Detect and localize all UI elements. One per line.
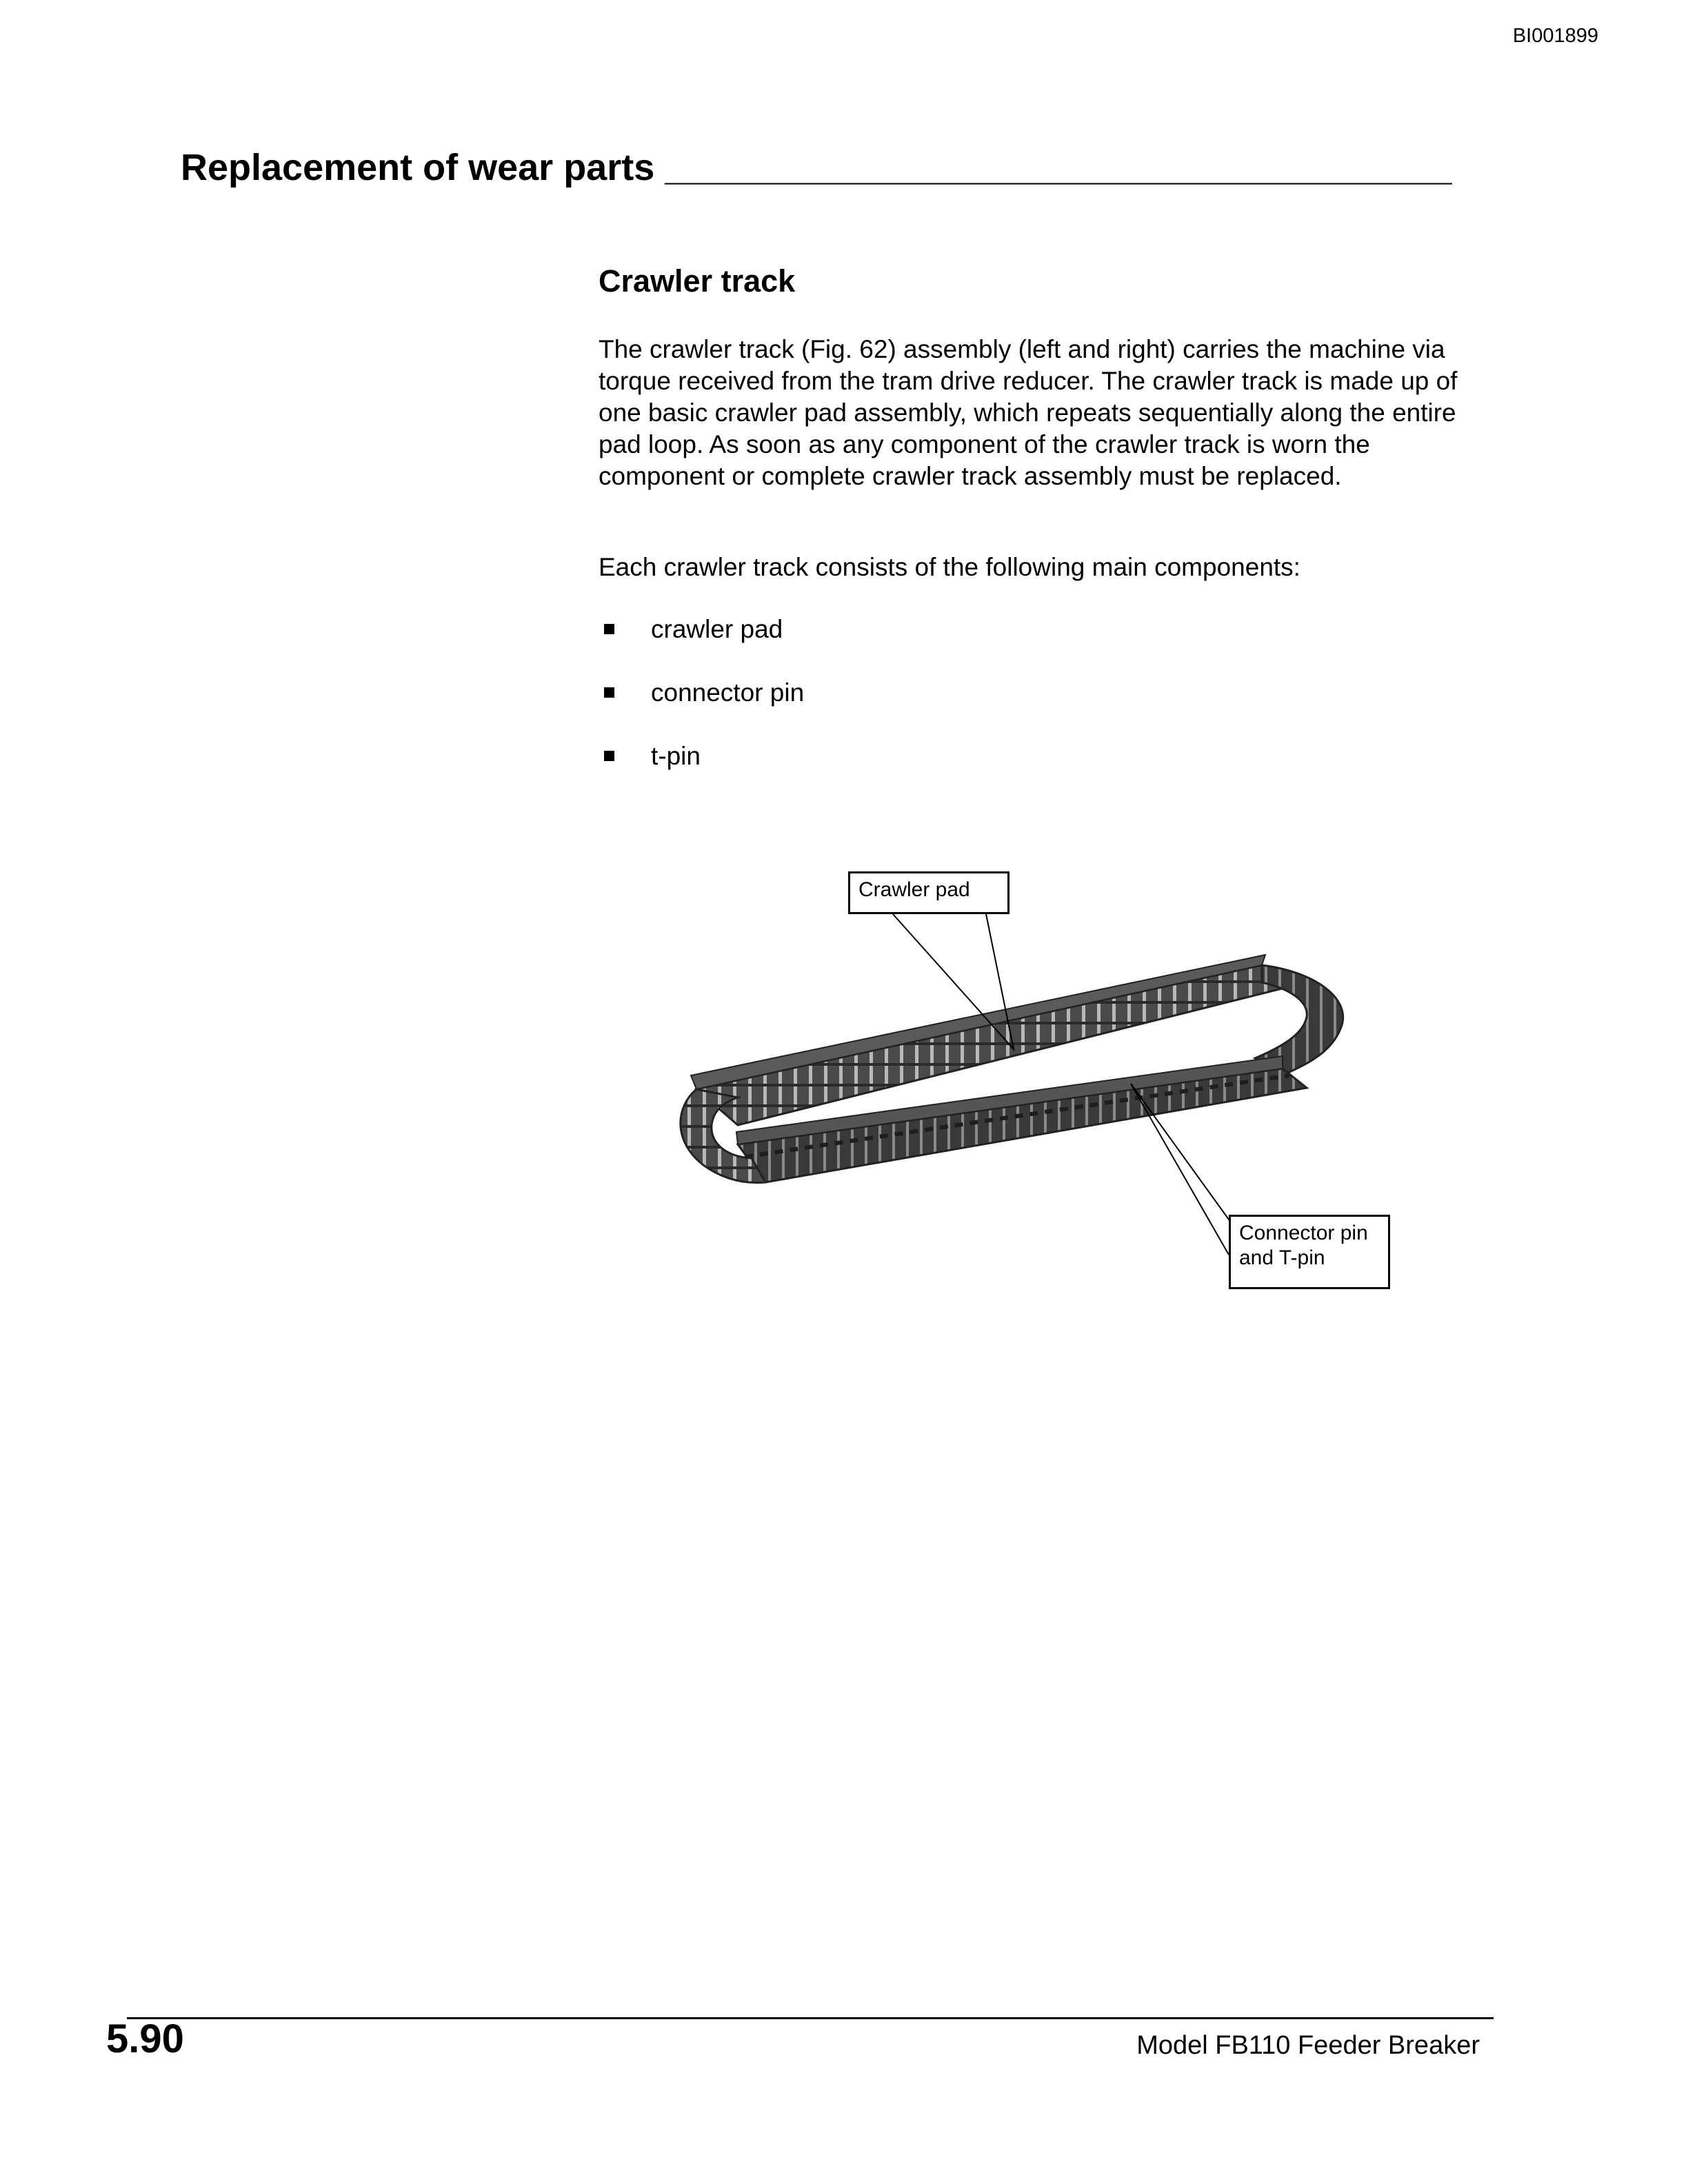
list-item: t-pin (599, 740, 804, 772)
page-header (181, 146, 1471, 189)
document-id: BI001899 (1512, 25, 1598, 47)
connector-pin-callout-line1: Connector pin (1239, 1222, 1368, 1244)
section-title: Crawler track (599, 263, 796, 299)
connector-pin-callout-line2: and T-pin (1239, 1246, 1325, 1269)
footer-model: Model FB110 Feeder Breaker (1136, 2031, 1480, 2060)
footer-divider (127, 2017, 1494, 2019)
crawler-track-figure (662, 869, 1420, 1351)
connector-pin-callout (1229, 1215, 1390, 1289)
square-bullet-icon (601, 687, 618, 699)
square-bullet-icon (601, 623, 618, 636)
components-intro: Each crawler track consists of the following main components: (599, 553, 1300, 581)
square-bullet-icon (601, 750, 618, 762)
list-item: connector pin (599, 677, 804, 709)
crawler-pad-callout: Crawler pad (848, 871, 1009, 914)
header-title: Replacement of wear parts (181, 147, 655, 188)
list-item: crawler pad (599, 614, 804, 645)
intro-paragraph: The crawler track (Fig. 62) assembly (left and right) carries the machine via torque received from the tram drive reducer. The crawler track is made up of one basic crawler pad assembly, which repeats sequentially along the entire pad loop. As soon as any component of the crawler track is worn the component or complete crawler track assembly must be replaced. (599, 335, 1458, 490)
components-list (599, 614, 804, 804)
page-number: 5.90 (106, 2016, 184, 2061)
header-rule: ______________________________________ (665, 147, 1452, 188)
